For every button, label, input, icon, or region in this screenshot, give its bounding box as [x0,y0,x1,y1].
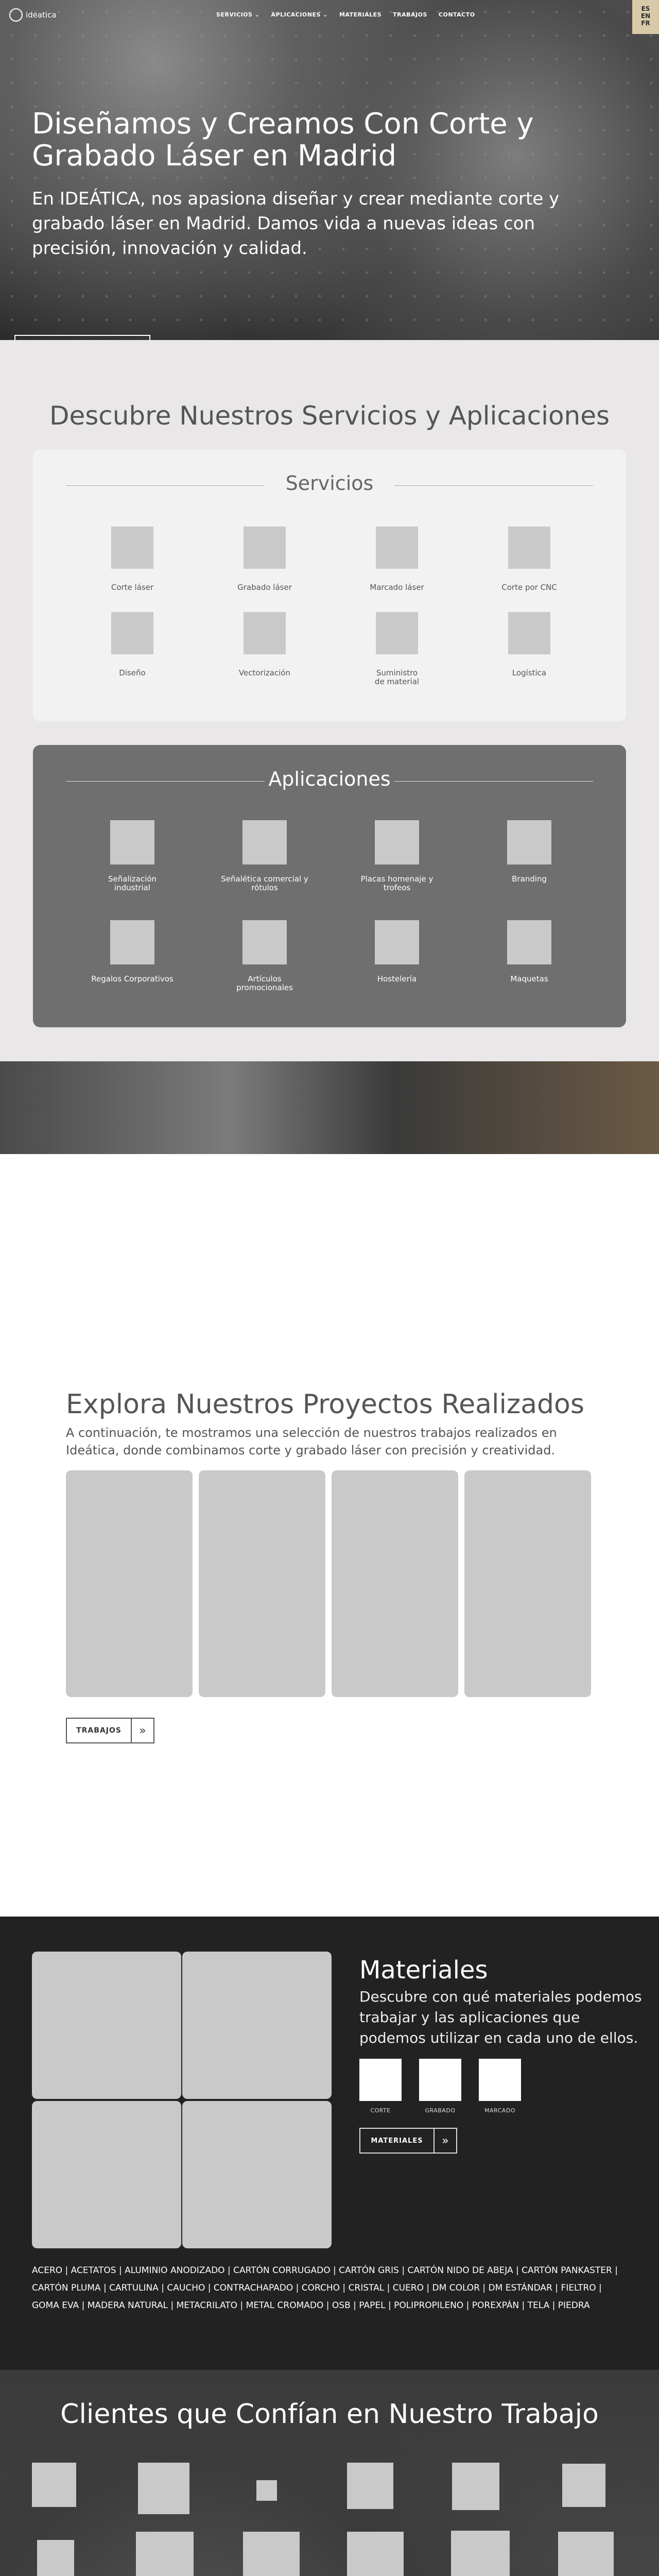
application-image [375,920,419,964]
nav-contacto[interactable]: CONTACTO [438,11,475,18]
service-image [111,612,153,654]
client-logo [136,2532,194,2576]
client-logo [138,2463,189,2514]
application-label: Artículos promocionales [236,974,293,992]
services-panel [33,449,626,721]
application-image [375,820,419,865]
blank-spacer [0,1154,659,1350]
nav-servicios[interactable]: SERVICIOS ⌄ [216,11,260,18]
clients-title: Clientes que Confían en Nuestro Trabajo [60,2399,599,2430]
applications-panel-title: Aplicaciones [268,768,391,790]
service-image [508,612,550,654]
hero-subtitle: En IDEÁTICA, nos apasiona diseñar y crear mediante corte y grabado láser en Madrid. Damos vida a nuevas ideas con precisión, innovación y calidad. [32,189,560,259]
nav-aplicaciones[interactable]: APLICACIONES ⌄ [271,11,328,18]
marcado-label: MARCADO [484,2107,515,2114]
service-image [376,527,418,569]
application-tile[interactable] [345,920,448,984]
corte-image [359,2059,402,2101]
application-tile[interactable] [213,920,316,992]
logo-icon [9,8,23,22]
service-tile[interactable] [345,527,448,592]
site-logo[interactable] [9,8,57,22]
application-image [110,920,154,964]
grabado-label: GRABADO [425,2107,456,2114]
nav-materiales[interactable]: MATERIALES [339,11,382,18]
service-tile[interactable] [478,612,581,677]
hero-title: Diseñamos y Creamos Con Corte y Grabado Láser en Madrid [32,107,534,173]
client-logo [347,2532,404,2576]
client-logo [243,2532,300,2576]
application-label: Hostelería [377,974,417,984]
materials-list: ACERO | ACETATOS | ALUMINIO ANODIZADO | CARTÓN CORRUGADO | CARTÓN GRIS | CARTÓN NIDO DE ABEJA | CARTÓN PANKASTER | CARTÓN PLUMA | CARTULINA | CAUCHO | CONTRACHAPADO | CORCHO | CRISTAL | CUERO | DM COLOR | DM ESTÁNDAR | FIELTRO | GOMA EVA | MADERA NATURAL | METACRILATO | METAL CROMADO | OSB | PAPEL | POLIPROPILENO | POREXPÁN | TELA | PIEDRA [32,2265,618,2311]
application-image [110,820,154,865]
logo-text: ideatica [26,10,57,20]
application-image [242,820,287,865]
service-tile[interactable] [81,612,184,677]
application-label: Señalización industrial [108,874,157,892]
projects-title: Explora Nuestros Proyectos Realizados [66,1389,584,1420]
material-tile-corte[interactable] [359,2059,402,2114]
service-tile[interactable] [213,612,316,677]
service-label: Corte por CNC [501,583,557,592]
services-panel-title: Servicios [285,472,374,495]
project-card[interactable] [332,1470,458,1697]
project-card[interactable] [199,1470,325,1697]
materials-title: Materiales [359,1956,488,1985]
service-label: Vectorización [238,668,291,677]
materiales-button[interactable] [359,2128,457,2154]
project-card[interactable] [66,1470,193,1697]
application-label: Maquetas [510,974,548,984]
application-tile[interactable] [478,820,581,884]
material-tile-grabado[interactable] [419,2059,461,2114]
client-logo [452,2463,499,2510]
service-image [244,527,286,569]
service-tile[interactable] [478,527,581,592]
service-label: Marcado láser [370,583,424,592]
corte-label: CORTE [370,2107,391,2114]
application-image [507,820,551,865]
services-section [0,340,659,1061]
double-arrow-icon: » [433,2129,456,2153]
applications-panel [33,745,626,1027]
material-photo [32,1952,181,2099]
service-label: Corte láser [111,583,154,592]
trabajos-button-label: TRABAJOS [76,1726,122,1735]
service-image [111,527,153,569]
client-logo [451,2531,510,2576]
material-photo [32,2101,181,2248]
hero-section [0,0,659,340]
client-logo [32,2463,76,2507]
service-tile[interactable] [81,527,184,592]
client-logo [256,2480,277,2501]
main-menu [216,11,475,18]
application-tile[interactable] [478,920,581,984]
application-image [507,920,551,964]
materials-description: Descubre con qué materiales podemos trabajar y las aplicaciones que podemos utilizar en cada uno de ellos. [359,1988,642,2046]
language-selector[interactable]: ES EN FR [632,0,659,34]
grabado-image [419,2059,461,2101]
application-label: Branding [512,874,547,884]
application-tile[interactable] [81,920,184,984]
client-logo [347,2463,393,2509]
service-image [244,612,286,654]
projects-section [0,1350,659,1917]
project-card[interactable] [464,1470,591,1697]
material-photo [182,2101,332,2248]
service-label: Suministro de material [374,668,420,686]
application-label: Regalos Corporativos [91,974,174,984]
service-image [376,612,418,654]
client-logo [562,2464,605,2507]
service-image [508,527,550,569]
materials-section [0,1917,659,2370]
application-image [242,920,287,964]
services-section-title: Descubre Nuestros Servicios y Aplicaciones [49,401,610,431]
application-tile[interactable] [213,820,316,892]
projects-description: A continuación, te mostramos una selección de nuestros trabajos realizados en Ideática, donde combinamos corte y grabado láser con precisión y creatividad. [66,1426,557,1458]
marcado-image [479,2059,521,2101]
application-tile[interactable] [81,820,184,892]
clients-section [0,2370,659,2576]
application-label: Señalética comercial y rótulos [221,874,308,892]
service-label: Grabado láser [237,583,292,592]
service-label: Diseño [119,668,146,677]
application-label: Placas homenaje y trofeos [360,874,433,892]
client-logo [558,2532,614,2576]
application-tile[interactable] [345,820,448,892]
client-logo [37,2540,74,2576]
top-navigation [0,0,659,30]
service-label: Logística [512,668,547,677]
service-tile[interactable] [213,527,316,592]
nav-trabajos[interactable]: TRABAJOS [393,11,427,18]
material-photo [182,1952,332,2099]
workshop-photo-band [0,1061,659,1154]
material-tile-marcado[interactable] [479,2059,521,2114]
materiales-button-label: MATERIALES [371,2137,423,2145]
double-arrow-icon: » [131,1719,153,1742]
service-tile[interactable] [345,612,448,686]
trabajos-button[interactable] [66,1718,154,1743]
